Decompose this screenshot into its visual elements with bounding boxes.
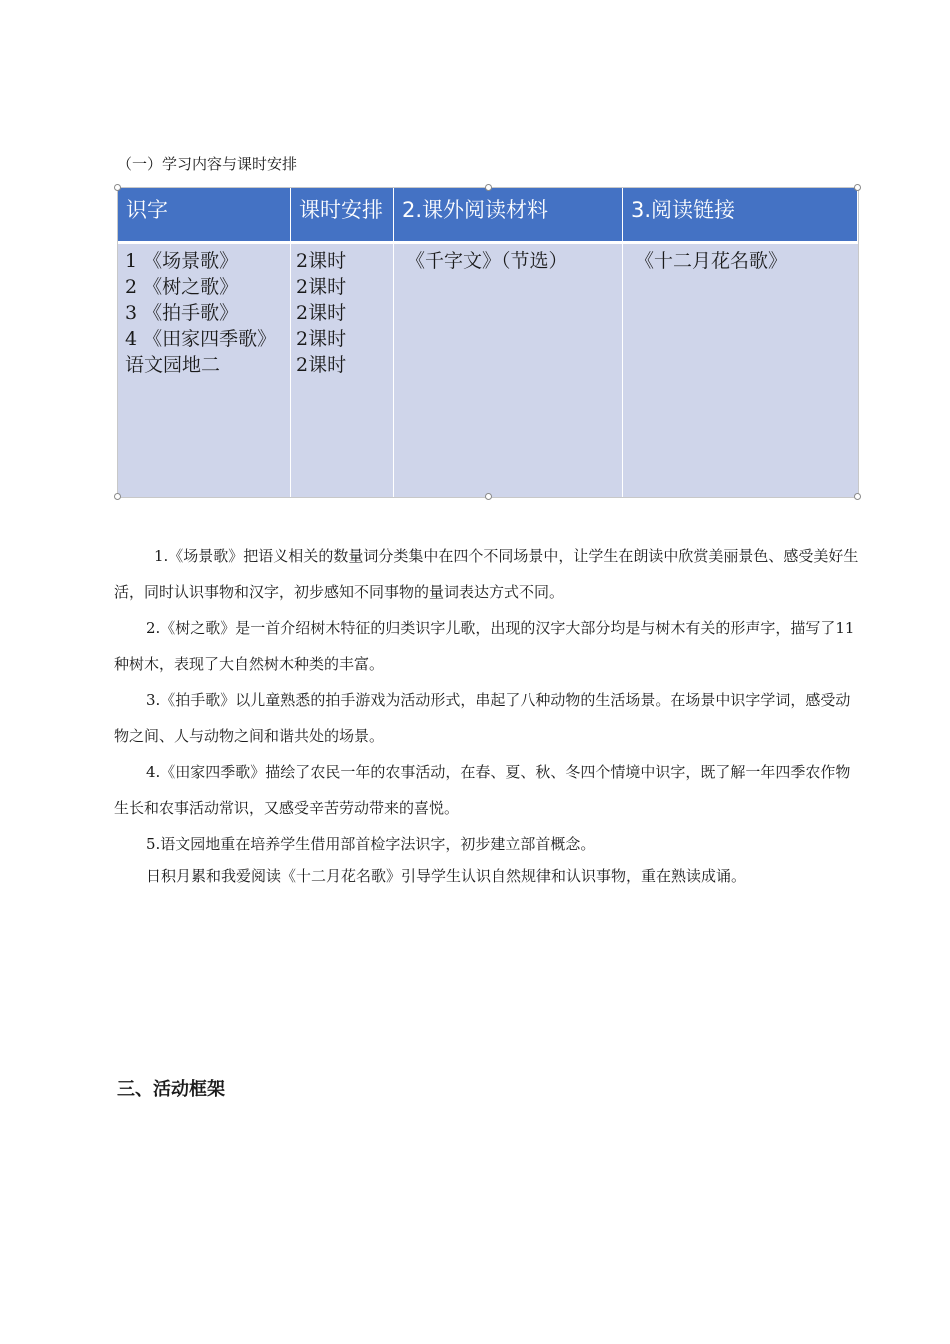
lesson-table[interactable] xyxy=(118,188,858,497)
lesson-item: 3 《拍手歌》 xyxy=(125,302,239,324)
paragraph-clap-song: 3.《拍手歌》以儿童熟悉的拍手游戏为活动形式，串起了八种动物的生活场景。在场景中识字学词，感受动物之间、人与动物之间和谐共处的场景。 xyxy=(114,691,851,745)
paragraph-scene-song: 1.《场景歌》把语义相关的数量词分类集中在四个不同场景中，让学生在朗读中欣赏美丽景色、感受美好生活，同时认识事物和汉字，初步感知不同事物的量词表达方式不同。 xyxy=(114,547,859,601)
hours-item: 2课时 xyxy=(296,302,347,324)
hours-item: 2课时 xyxy=(296,276,347,298)
resize-handle-top-right[interactable] xyxy=(854,184,861,191)
hours-item: 2课时 xyxy=(296,328,347,350)
resize-handle-bottom-left[interactable] xyxy=(114,493,121,500)
activity-framework-heading: 三、活动框架 xyxy=(117,1079,225,1100)
header-extra-reading: 2.课外阅读材料 xyxy=(394,188,623,244)
lesson-item: 1 《场景歌》 xyxy=(125,250,239,272)
selection-frame xyxy=(118,188,858,497)
resize-handle-top-middle[interactable] xyxy=(485,184,492,191)
reading-link-text: 《十二月花名歌》 xyxy=(635,250,788,272)
header-hours: 课时安排 xyxy=(291,188,394,244)
resize-handle-top-left[interactable] xyxy=(114,184,121,191)
paragraph-farm-song: 4.《田家四季歌》描绘了农民一年的农事活动，在春、夏、秋、冬四个情境中识字，既了解一年四季农作物生长和农事活动常识，又感受辛苦劳动带来的喜悦。 xyxy=(114,763,851,817)
paragraph-tree-song: 2.《树之歌》是一首介绍树木特征的归类识字儿歌，出现的汉字大部分均是与树木有关的形声字，描写了11种树木，表现了大自然树木种类的丰富。 xyxy=(114,619,855,673)
lesson-item: 2 《树之歌》 xyxy=(125,276,239,298)
lesson-item: 4 《田家四季歌》 xyxy=(125,328,277,350)
paragraph-daily-accumulation: 日积月累和我爱阅读《十二月花名歌》引导学生认识自然规律和认识事物，重在熟读成诵。 xyxy=(146,867,747,885)
hours-item: 2课时 xyxy=(296,354,347,376)
resize-handle-bottom-middle[interactable] xyxy=(485,493,492,500)
extra-reading-text: 《千字文》（节选） xyxy=(406,250,568,272)
header-reading-link: 3.阅读链接 xyxy=(623,188,858,244)
paragraph-chinese-garden: 5.语文园地重在培养学生借用部首检字法识字，初步建立部首概念。 xyxy=(146,835,596,853)
hours-item: 2课时 xyxy=(296,250,347,272)
section-title: （一）学习内容与课时安排 xyxy=(117,155,298,173)
lesson-item: 语文园地二 xyxy=(125,354,221,376)
header-literacy: 识字 xyxy=(118,188,291,244)
resize-handle-bottom-right[interactable] xyxy=(854,493,861,500)
